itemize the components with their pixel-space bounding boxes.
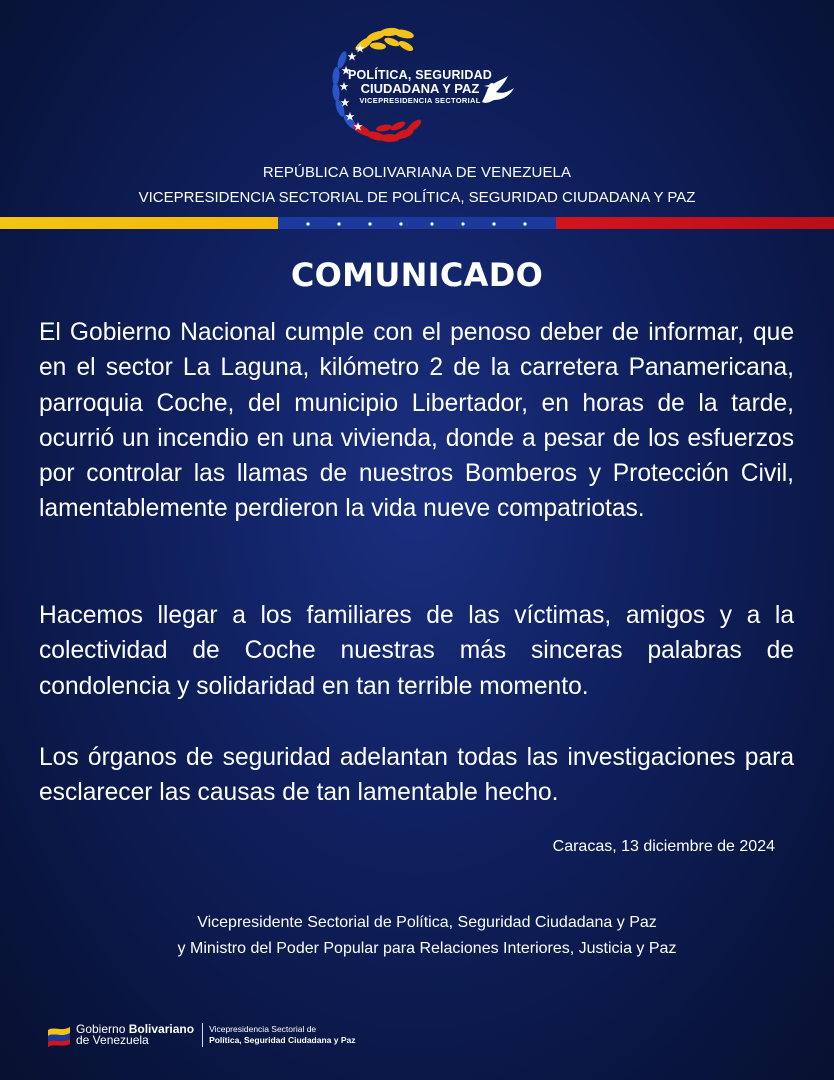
signature-line-1: Vicepresidente Sectorial de Política, Seguridad Ciudadana y Paz [197, 914, 657, 931]
flag-stars [278, 218, 556, 230]
logo-line-3: VICEPRESIDENCIA SECTORIAL [359, 95, 481, 105]
footer-vp-line2: Política, Seguridad Ciudadana y Paz [209, 1035, 356, 1045]
logo-text [345, 69, 495, 104]
flag-bar [0, 217, 834, 229]
logo-line-1: POLÍTICA, SEGURIDAD [347, 68, 493, 82]
logo-line-2: CIUDADANA Y PAZ [360, 80, 480, 96]
footer-gob-line2: de Venezuela [76, 1033, 149, 1047]
footer-gob-bold: Bolivariano [128, 1022, 195, 1036]
footer-brand [46, 1020, 356, 1050]
header-republic: REPÚBLICA BOLIVARIANA DE VENEZUELA [262, 164, 572, 181]
date-line: Caracas, 13 diciembre de 2024 [552, 838, 775, 855]
footer-vicepresidency [209, 1024, 355, 1046]
government-flag-icon [46, 1022, 72, 1048]
page-title: COMUNICADO [290, 256, 544, 294]
paragraph-2: Hacemos llegar a los familiares de las víctimas, amigos y a la colectividad de Coche nuestras más sinceras palabras de condolencia y solidaridad en tan terrible momento. [39, 602, 794, 700]
paragraph-1: El Gobierno Nacional cumple con el penoso deber de informar, que en el sector La Laguna, kilómetro 2 de la carretera Panamericana, parroquia Coche, del municipio Libertador, en horas de la tarde, ocurrió un incendio en una vivienda, donde a pesar de los esfuerzos por controlar las llamas de nuestros Bomberos y Protección Civil, lamentablemente perdieron la vida nueve compatriotas. [39, 319, 794, 523]
footer-divider [202, 1023, 203, 1047]
flag-blue-stripe [278, 217, 556, 229]
footer-government-name [76, 1024, 194, 1046]
footer-vp-line1: Vicepresidencia Sectorial de [209, 1024, 317, 1034]
paragraph-3: Los órganos de seguridad adelantan todas las investigaciones para esclarecer las causas de tan lamentable hecho. [39, 744, 794, 807]
signature-line-2: y Ministro del Poder Popular para Relaciones Interiores, Justicia y Paz [177, 940, 677, 957]
footer-gob-prefix: Gobierno [76, 1022, 129, 1036]
header-vicepresidency: VICEPRESIDENCIA SECTORIAL DE POLÍTICA, SEGURIDAD CIUDADANA Y PAZ [138, 189, 696, 206]
flag-yellow-stripe [0, 217, 278, 229]
flag-red-stripe [556, 217, 834, 229]
